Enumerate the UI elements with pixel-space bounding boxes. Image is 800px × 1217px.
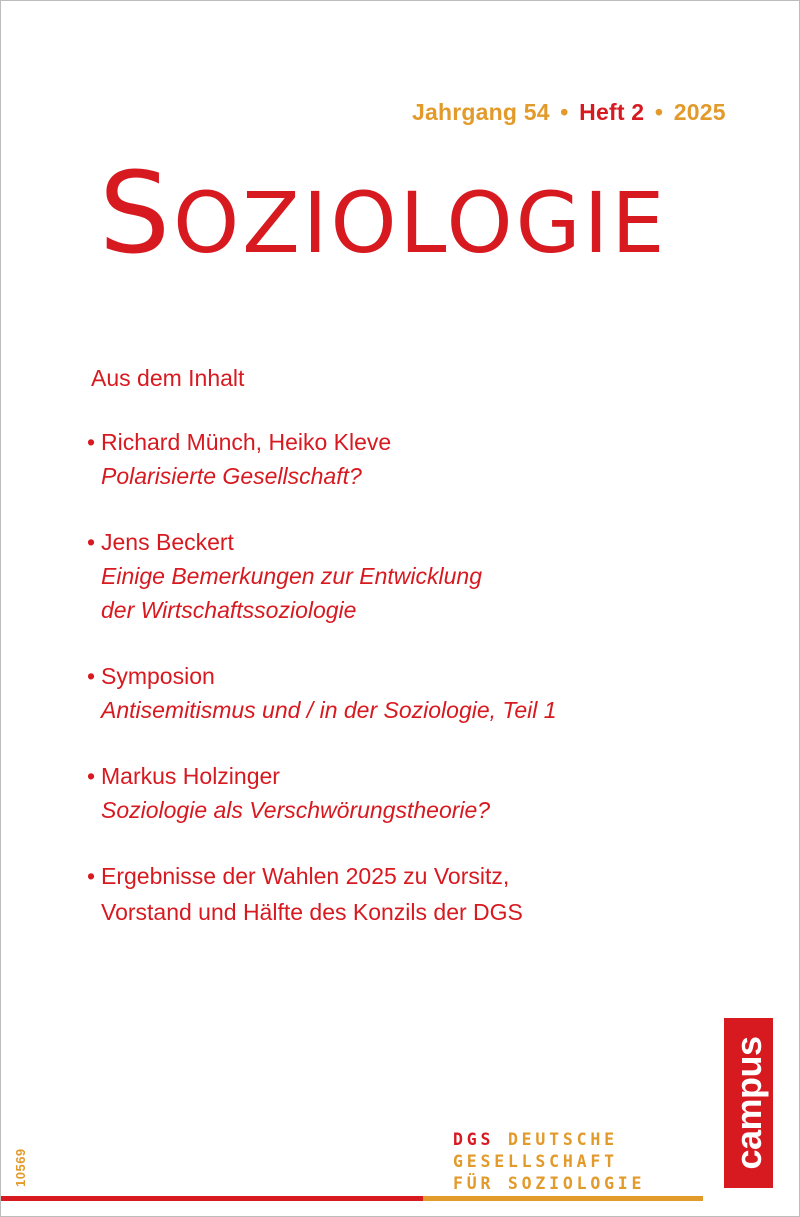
society-line2: GESELLSCHAFT [453,1152,618,1171]
bullet-icon: • [87,863,96,889]
bullet-icon: • [87,663,96,689]
toc-author: Vorstand und Hälfte des Konzils der DGS [101,899,523,925]
bullet-icon: • [87,763,96,789]
toc-author: Ergebnisse der Wahlen 2025 zu Vorsitz, [101,863,510,889]
issue-separator: • [560,99,569,125]
title-rest: OZIOLOGIE [173,174,668,272]
toc-author: Symposion [101,663,215,689]
bullet-icon: • [87,529,96,555]
toc-author: Richard Münch, Heiko Kleve [101,429,392,455]
publisher-name: campus [727,1036,769,1170]
volume-label: Jahrgang 54 [412,99,550,125]
toc-item [85,427,765,493]
toc-item [85,861,765,927]
toc-heading: Aus dem Inhalt [91,365,245,391]
bullet-icon: • [87,429,96,455]
toc-item [85,761,765,827]
issue-info [412,99,726,126]
toc-author: Jens Beckert [101,529,234,555]
society-line3: FÜR SOZIOLOGIE [453,1174,646,1193]
society-logo [453,1129,645,1195]
bottom-bar-red [1,1196,423,1201]
title-initial: S [99,149,174,279]
product-code: 10569 [13,1148,28,1187]
issue-number: Heft 2 [579,99,645,125]
toc-subtitle: der Wirtschaftssoziologie [101,597,357,623]
issue-separator: • [654,99,664,125]
toc-author: Markus Holzinger [101,763,280,789]
journal-title [99,149,668,279]
toc-item [85,527,765,627]
toc-subtitle: Soziologie als Verschwörungstheorie? [101,797,491,823]
society-abbr: DGS [453,1130,495,1149]
publisher-logo [724,1018,773,1188]
society-line1: DEUTSCHE [507,1130,618,1149]
toc-subtitle: Polarisierte Gesellschaft? [101,463,362,489]
toc-subtitle: Antisemitismus und / in der Soziologie, Teil 1 [101,697,557,723]
toc-item [85,661,765,727]
issue-year: 2025 [673,99,726,125]
toc-subtitle: Einige Bemerkungen zur Entwicklung [101,563,482,589]
table-of-contents [85,363,765,961]
bottom-bar-orange [423,1196,703,1201]
